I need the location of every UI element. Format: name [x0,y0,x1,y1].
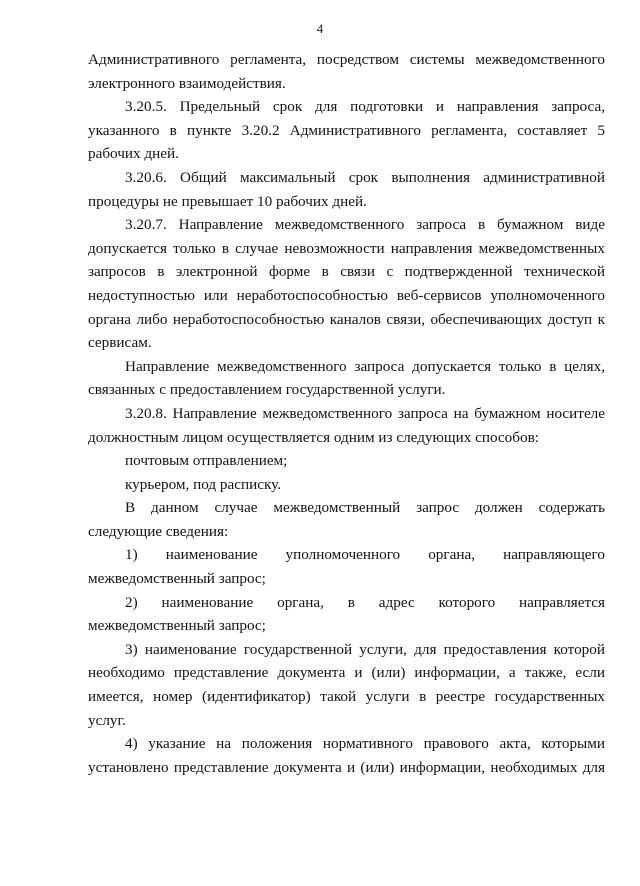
document-body [88,48,605,779]
list-item: 4) указание на положения нормативного правового акта, которыми установлено представление документа и (или) информации, необходимых для [88,735,605,776]
page-number: 4 [316,21,324,36]
paragraph: 3.20.8. Направление межведомственного запроса на бумажном носителе должностным лицом осуществляется одним из следующих способов: [88,404,605,446]
list-item: курьером, под расписку. [125,475,282,493]
paragraph: 3.20.6. Общий максимальный срок выполнения административной процедуры не превышает 10 рабочих дней. [88,168,605,210]
paragraph: Административного регламента, посредством системы межведомственного электронного взаимодействия. [88,51,605,92]
list-item: 3) наименование государственной услуги, для предоставления которой необходимо представление документа и (или) информации, а также, если имеется, номер (идентификатор) такой услуги в реестре государственных услуг. [88,640,605,729]
paragraph: 3.20.7. Направление межведомственного запроса в бумажном виде допускается только в случае невозможности направления межведомственных запросов в электронной форме в связи с подтвержденной технической недоступностью или неработоспособностью веб-сервисов уполномоченного органа либо неработоспособностью каналов связи, обеспечивающих доступ к сервисам. [88,216,605,352]
paragraph: В данном случае межведомственный запрос должен содержать следующие сведения: [88,499,605,540]
paragraph: 3.20.5. Предельный срок для подготовки и направления запроса, указанного в пункте 3.20.2 Административного регламента, составляет 5 рабочих дней. [88,98,605,163]
list-item: 1) наименование уполномоченного органа, направляющего межведомственный запрос; [88,546,605,588]
list-item: почтовым отправлением; [125,452,288,470]
list-item: 2) наименование органа, в адрес которого направляется межведомственный запрос; [88,593,605,635]
paragraph: Направление межведомственного запроса допускается только в целях, связанных с предоставлением государственной услуги. [88,357,605,399]
